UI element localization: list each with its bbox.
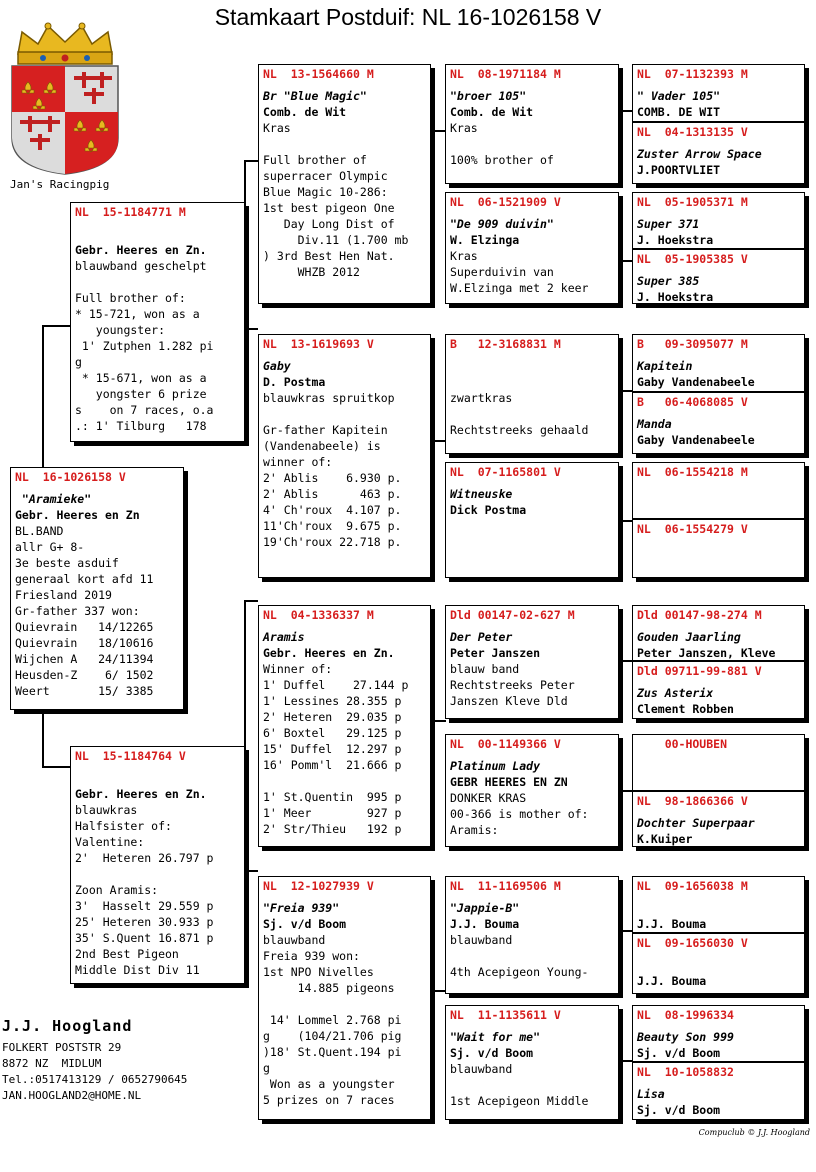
info-line: 2' Str/Thieu 192 p bbox=[263, 822, 402, 836]
pigeon-card-g15[interactable] bbox=[633, 1006, 804, 1063]
pigeon-pair-1 bbox=[632, 64, 805, 184]
info-line: Kras bbox=[263, 121, 291, 135]
breeder-name: Gebr. Heeres en Zn. bbox=[75, 787, 207, 801]
pigeon-card-g6[interactable] bbox=[633, 393, 804, 454]
info-line: Full brother of bbox=[263, 153, 367, 167]
connector-line bbox=[244, 600, 246, 750]
pigeon-name: Aramis bbox=[263, 630, 305, 644]
breeder-name: J. Hoekstra bbox=[637, 233, 714, 247]
info-line: yongster 6 prize bbox=[75, 387, 207, 401]
crest-logo bbox=[8, 20, 123, 176]
owner-phone: Tel.:0517413129 / 0652790645 bbox=[2, 1073, 188, 1086]
connector-line bbox=[244, 600, 258, 602]
pigeon-card-ffm[interactable] bbox=[445, 192, 619, 304]
ring-number: 00-HOUBEN bbox=[637, 737, 728, 751]
ring-number: NL 09-1656038 M bbox=[637, 879, 748, 893]
pigeon-pair-6 bbox=[632, 734, 805, 847]
breeder-name: Peter Janszen, Kleve bbox=[637, 646, 776, 660]
info-line: blauw band bbox=[450, 662, 520, 676]
pigeon-card-mmf[interactable] bbox=[445, 876, 619, 994]
info-line: * 15-671, won as a bbox=[75, 371, 207, 385]
info-line: 3e beste asduif bbox=[15, 556, 119, 570]
info-line: blauwkras bbox=[75, 803, 138, 817]
pigeon-card-g12[interactable] bbox=[633, 792, 804, 847]
info-line: 5 prizes on 7 races bbox=[263, 1093, 395, 1107]
info-line: Kras bbox=[450, 249, 478, 263]
pigeon-name: Gaby bbox=[263, 359, 291, 373]
info-line: )18' St.Quent.194 pi bbox=[263, 1045, 402, 1059]
breeder-name: GEBR HEERES EN ZN bbox=[450, 775, 568, 789]
info-line: 11'Ch'roux 9.675 p. bbox=[263, 519, 402, 533]
info-line: Halfsister of: bbox=[75, 819, 172, 833]
pigeon-card-g1[interactable] bbox=[633, 65, 804, 123]
info-line: youngster: bbox=[75, 323, 166, 337]
info-line: 15' Duffel 12.297 p bbox=[263, 742, 402, 756]
info-line: 1st Acepigeon Middle bbox=[450, 1094, 589, 1108]
breeder-name: Gebr. Heeres en Zn. bbox=[75, 243, 207, 257]
ring-number: NL 06-1554279 V bbox=[637, 522, 748, 536]
breeder-name: Dick Postma bbox=[450, 503, 527, 517]
info-line: 4th Acepigeon Young- bbox=[450, 965, 589, 979]
info-line bbox=[637, 900, 800, 916]
pigeon-card-mff[interactable] bbox=[445, 605, 619, 719]
info-line bbox=[263, 773, 426, 789]
ring-number: NL 05-1905385 V bbox=[637, 252, 748, 266]
info-line: 2nd Best Pigeon bbox=[75, 947, 179, 961]
ring-number: NL 08-1996334 bbox=[637, 1008, 734, 1022]
info-line: Wijchen A 24/11394 bbox=[15, 652, 154, 666]
pigeon-name: Br "Blue Magic" bbox=[263, 89, 367, 103]
pigeon-name: Der Peter bbox=[450, 630, 513, 644]
info-line bbox=[263, 996, 426, 1012]
info-line: 14.885 pigeons bbox=[263, 981, 395, 995]
breeder-name: Comb. de Wit bbox=[450, 105, 534, 119]
ring-number: NL 11-1169506 M bbox=[450, 879, 561, 893]
info-line: Div.11 (1.700 mb bbox=[263, 233, 409, 247]
info-line: Rechtstreeks Peter bbox=[450, 678, 575, 692]
info-line: Quievrain 18/10616 bbox=[15, 636, 154, 650]
ring-number: NL 07-1132393 M bbox=[637, 67, 748, 81]
breeder-name: Comb. de Wit bbox=[263, 105, 347, 119]
info-line: 00-366 is mother of: bbox=[450, 807, 589, 821]
owner-address-line: 8872 NZ MIDLUM bbox=[2, 1057, 102, 1070]
info-line: Zoon Aramis: bbox=[75, 883, 159, 897]
connector-line bbox=[430, 440, 446, 442]
shield-icon bbox=[12, 66, 118, 174]
pigeon-name: Zuster Arrow Space bbox=[637, 147, 762, 161]
ring-number: NL 06-1554218 M bbox=[637, 465, 748, 479]
owner-email[interactable]: JAN.HOOGLAND2@HOME.NL bbox=[2, 1089, 142, 1102]
ring-number: B 06-4068085 V bbox=[637, 395, 748, 409]
info-line bbox=[263, 406, 426, 422]
breeder-name: Gaby Vandenabeele bbox=[637, 375, 755, 389]
pigeon-card-fmm[interactable] bbox=[445, 462, 619, 578]
ring-number: B 12-3168831 M bbox=[450, 337, 561, 351]
pigeon-card-g8[interactable] bbox=[633, 520, 804, 578]
info-line: .: 1' Tilburg 178 bbox=[75, 419, 207, 433]
info-line bbox=[450, 136, 614, 152]
pigeon-card-mother[interactable] bbox=[70, 746, 245, 984]
info-line: Full brother of: bbox=[75, 291, 186, 305]
info-line bbox=[75, 274, 240, 290]
info-line: DONKER KRAS bbox=[450, 791, 527, 805]
footer-credit: Compuclub © J.J. Hoogland bbox=[698, 1128, 810, 1137]
pigeon-pair-3 bbox=[632, 334, 805, 454]
info-line: WHZB 2012 bbox=[263, 265, 360, 279]
info-line bbox=[263, 136, 426, 152]
breeder-name: J.POORTVLIET bbox=[637, 163, 721, 177]
pigeon-card-g14[interactable] bbox=[633, 934, 804, 994]
info-line: 1' St.Quentin 995 p bbox=[263, 790, 402, 804]
page-title: Stamkaart Postduif: NL 16-1026158 V bbox=[214, 4, 602, 30]
info-line: 16' Pomm'l 21.666 p bbox=[263, 758, 402, 772]
breeder-name: Sj. v/d Boom bbox=[637, 1046, 721, 1060]
brand-name: Jan's Racingpig bbox=[10, 178, 110, 191]
connector-line bbox=[430, 990, 446, 992]
pigeon-card-g16[interactable] bbox=[633, 1063, 804, 1120]
pigeon-name: Dochter Superpaar bbox=[637, 816, 755, 830]
connector-line bbox=[42, 766, 70, 768]
info-line bbox=[450, 948, 614, 964]
pigeon-card-mf[interactable] bbox=[258, 605, 431, 847]
info-line: g bbox=[75, 355, 82, 369]
pigeon-card-g7[interactable] bbox=[633, 463, 804, 520]
pigeon-name: Kapitein bbox=[637, 359, 693, 373]
ring-number: NL 13-1564660 M bbox=[263, 67, 374, 81]
info-line: winner of: bbox=[263, 455, 333, 469]
info-line bbox=[637, 957, 800, 973]
info-line: Weert 15/ 3385 bbox=[15, 684, 154, 698]
pigeon-card-g10[interactable] bbox=[633, 662, 804, 719]
ring-number: NL 98-1866366 V bbox=[637, 794, 748, 808]
info-line: Quievrain 14/12265 bbox=[15, 620, 154, 634]
pigeon-pair-7 bbox=[632, 876, 805, 994]
pigeon-name: "Wait for me" bbox=[450, 1030, 541, 1044]
ring-number: NL 16-1026158 V bbox=[15, 470, 126, 484]
info-line: generaal kort afd 11 bbox=[15, 572, 154, 586]
info-line: Aramis: bbox=[450, 823, 499, 837]
info-line: Valentine: bbox=[75, 835, 145, 849]
ring-number: NL 15-1184771 M bbox=[75, 205, 186, 219]
info-line: Kras bbox=[450, 121, 478, 135]
ring-number: NL 06-1521909 V bbox=[450, 195, 561, 209]
pigeon-card-g5[interactable] bbox=[633, 335, 804, 393]
info-line: Winner of: bbox=[263, 662, 333, 676]
info-line: blauwband bbox=[450, 933, 513, 947]
ring-number: NL 15-1184764 V bbox=[75, 749, 186, 763]
pigeon-name: Platinum Lady bbox=[450, 759, 541, 773]
pigeon-name: Zus Asterix bbox=[637, 686, 714, 700]
ring-number: NL 05-1905371 M bbox=[637, 195, 748, 209]
breeder-name: J. Hoekstra bbox=[637, 290, 714, 304]
pigeon-name: "Jappie-B" bbox=[450, 901, 520, 915]
breeder-name: COMB. DE WIT bbox=[637, 105, 721, 119]
ring-number: NL 11-1135611 V bbox=[450, 1008, 561, 1022]
pigeon-card-fff[interactable] bbox=[445, 64, 619, 184]
ring-number: B 09-3095077 M bbox=[637, 337, 748, 351]
pigeon-pair-5 bbox=[632, 605, 805, 719]
info-line bbox=[450, 406, 614, 422]
pigeon-name: "Freia 939" bbox=[263, 901, 340, 915]
breeder-name: J.J. Bouma bbox=[637, 974, 707, 988]
pigeon-card-g2[interactable] bbox=[633, 123, 804, 184]
info-line: BL.BAND bbox=[15, 524, 64, 538]
pigeon-card-ff[interactable] bbox=[258, 64, 431, 304]
pigeon-card-main[interactable] bbox=[10, 467, 184, 710]
info-line: W.Elzinga met 2 keer bbox=[450, 281, 589, 295]
info-line: 2' Ablis 6.930 p. bbox=[263, 471, 402, 485]
connector-line bbox=[42, 325, 44, 470]
connector-line bbox=[244, 160, 258, 162]
pigeon-card-father[interactable] bbox=[70, 202, 245, 442]
info-line bbox=[450, 374, 614, 390]
pigeon-card-fm[interactable] bbox=[258, 334, 431, 578]
breeder-name: D. Postma bbox=[263, 375, 326, 389]
info-line: g (104/21.706 pig bbox=[263, 1029, 402, 1043]
info-line: 1' Lessines 28.355 p bbox=[263, 694, 402, 708]
info-line: g bbox=[263, 1061, 270, 1075]
info-line: 3' Hasselt 29.559 p bbox=[75, 899, 214, 913]
ring-number: NL 13-1619693 V bbox=[263, 337, 374, 351]
connector-line bbox=[244, 870, 258, 872]
breeder-name: Sj. v/d Boom bbox=[637, 1103, 721, 1117]
ring-number: Dld 00147-98-274 M bbox=[637, 608, 762, 622]
info-line: Gr-father 337 won: bbox=[15, 604, 140, 618]
info-line: 4' Ch'roux 4.107 p. bbox=[263, 503, 402, 517]
info-line: Superduivin van bbox=[450, 265, 554, 279]
info-line: 1' Duffel 27.144 p bbox=[263, 678, 409, 692]
info-line: ) 3rd Best Hen Nat. bbox=[263, 249, 395, 263]
info-line: 1' Zutphen 1.282 pi bbox=[75, 339, 214, 353]
pigeon-card-g3[interactable] bbox=[633, 193, 804, 250]
pigeon-card-mmm[interactable] bbox=[445, 1005, 619, 1120]
pigeon-name: "Aramieke" bbox=[15, 492, 92, 506]
ring-number: NL 00-1149366 V bbox=[450, 737, 561, 751]
breeder-name: Gaby Vandenabeele bbox=[637, 433, 755, 447]
info-line: 1st NPO Nivelles bbox=[263, 965, 374, 979]
info-line: Gr-father Kapitein bbox=[263, 423, 388, 437]
info-line: Blue Magic 10-286: bbox=[263, 185, 388, 199]
info-line: zwartkras bbox=[450, 391, 513, 405]
info-line: 25' Heteren 30.933 p bbox=[75, 915, 214, 929]
info-line: blauwband bbox=[450, 1062, 513, 1076]
owner-address-line: FOLKERT POSTSTR 29 bbox=[2, 1041, 122, 1054]
breeder-name: J.J. Bouma bbox=[637, 917, 707, 931]
breeder-name: Clement Robben bbox=[637, 702, 734, 716]
pigeon-name: Witneuske bbox=[450, 487, 513, 501]
pigeon-name: Super 385 bbox=[637, 274, 700, 288]
breeder-name: Gebr. Heeres en Zn bbox=[15, 508, 140, 522]
info-line: Rechtstreeks gehaald bbox=[450, 423, 589, 437]
pigeon-name: Lisa bbox=[637, 1087, 665, 1101]
ring-number: NL 12-1027939 V bbox=[263, 879, 374, 893]
info-line: 1' Meer 927 p bbox=[263, 806, 402, 820]
pigeon-card-g13[interactable] bbox=[633, 877, 804, 934]
pigeon-pair-2 bbox=[632, 192, 805, 304]
info-line: Freia 939 won: bbox=[263, 949, 360, 963]
breeder-name: Sj. v/d Boom bbox=[450, 1046, 534, 1060]
info-line: 14' Lommel 2.768 pi bbox=[263, 1013, 402, 1027]
info-line: * 15-721, won as a bbox=[75, 307, 200, 321]
owner-block bbox=[2, 1018, 187, 1104]
connector-line bbox=[42, 325, 70, 327]
info-line: 19'Ch'roux 22.718 p. bbox=[263, 535, 402, 549]
pigeon-card-g9[interactable] bbox=[633, 606, 804, 662]
connector-line bbox=[430, 130, 446, 132]
info-line: s on 7 races, o.a bbox=[75, 403, 214, 417]
ring-number: NL 10-1058832 bbox=[637, 1065, 734, 1079]
breeder-name: W. Elzinga bbox=[450, 233, 520, 247]
connector-line bbox=[42, 708, 44, 768]
info-line: Day Long Dist of bbox=[263, 217, 395, 231]
pigeon-pair-8 bbox=[632, 1005, 805, 1120]
pigeon-card-g4[interactable] bbox=[633, 250, 804, 304]
info-line: 2' Heteren 26.797 p bbox=[75, 851, 214, 865]
pigeon-name: " Vader 105" bbox=[637, 89, 721, 103]
breeder-name: J.J. Bouma bbox=[450, 917, 520, 931]
ring-number: NL 07-1165801 V bbox=[450, 465, 561, 479]
info-line bbox=[75, 770, 240, 786]
connector-line bbox=[244, 328, 258, 330]
info-line: blauwkras spruitkop bbox=[263, 391, 395, 405]
info-line: Friesland 2019 bbox=[15, 588, 112, 602]
info-line: 100% brother of bbox=[450, 153, 554, 167]
info-line: blauwband geschelpt bbox=[75, 259, 207, 273]
breeder-name: Gebr. Heeres en Zn. bbox=[263, 646, 395, 660]
info-line: Heusden-Z 6/ 1502 bbox=[15, 668, 154, 682]
info-line: 35' S.Quent 16.871 p bbox=[75, 931, 214, 945]
breeder-name: Sj. v/d Boom bbox=[263, 917, 347, 931]
info-line: 2' Ablis 463 p. bbox=[263, 487, 402, 501]
pigeon-card-mfm[interactable] bbox=[445, 734, 619, 847]
info-line bbox=[75, 866, 240, 882]
ring-number: NL 09-1656030 V bbox=[637, 936, 748, 950]
pigeon-name: "broer 105" bbox=[450, 89, 527, 103]
info-line: 2' Heteren 29.035 p bbox=[263, 710, 402, 724]
info-line: (Vandenabeele) is bbox=[263, 439, 381, 453]
ring-number: NL 08-1971184 M bbox=[450, 67, 561, 81]
pigeon-pair-4 bbox=[632, 462, 805, 578]
pigeon-name: Gouden Jaarling bbox=[637, 630, 741, 644]
owner-name: J.J. Hoogland bbox=[2, 1017, 133, 1035]
info-line bbox=[450, 358, 614, 374]
info-line bbox=[450, 1077, 614, 1093]
info-line: 1st best pigeon One bbox=[263, 201, 395, 215]
pigeon-name: Manda bbox=[637, 417, 672, 431]
pigeon-name: Super 371 bbox=[637, 217, 700, 231]
ring-number: NL 04-1336337 M bbox=[263, 608, 374, 622]
ring-number: Dld 09711-99-881 V bbox=[637, 664, 762, 678]
pigeon-card-mm[interactable] bbox=[258, 876, 431, 1120]
crown-icon bbox=[18, 23, 112, 64]
info-line: 6' Boxtel 29.125 p bbox=[263, 726, 402, 740]
info-line: Won as a youngster bbox=[263, 1077, 395, 1091]
pigeon-name: "De 909 duivin" bbox=[450, 217, 554, 231]
ring-number: NL 04-1313135 V bbox=[637, 125, 748, 139]
info-line: Janszen Kleve Dld bbox=[450, 694, 568, 708]
info-line: Middle Dist Div 11 bbox=[75, 963, 200, 977]
pigeon-card-fmf[interactable] bbox=[445, 334, 619, 454]
pigeon-name: Beauty Son 999 bbox=[637, 1030, 734, 1044]
info-line: allr G+ 8- bbox=[15, 540, 85, 554]
pigeon-card-g11[interactable] bbox=[633, 735, 804, 792]
breeder-name: Peter Janszen bbox=[450, 646, 541, 660]
breeder-name: K.Kuiper bbox=[637, 832, 693, 846]
connector-line bbox=[430, 720, 446, 722]
info-line bbox=[75, 226, 240, 242]
info-line: blauwband bbox=[263, 933, 326, 947]
info-line: superracer Olympic bbox=[263, 169, 388, 183]
ring-number: Dld 00147-02-627 M bbox=[450, 608, 575, 622]
